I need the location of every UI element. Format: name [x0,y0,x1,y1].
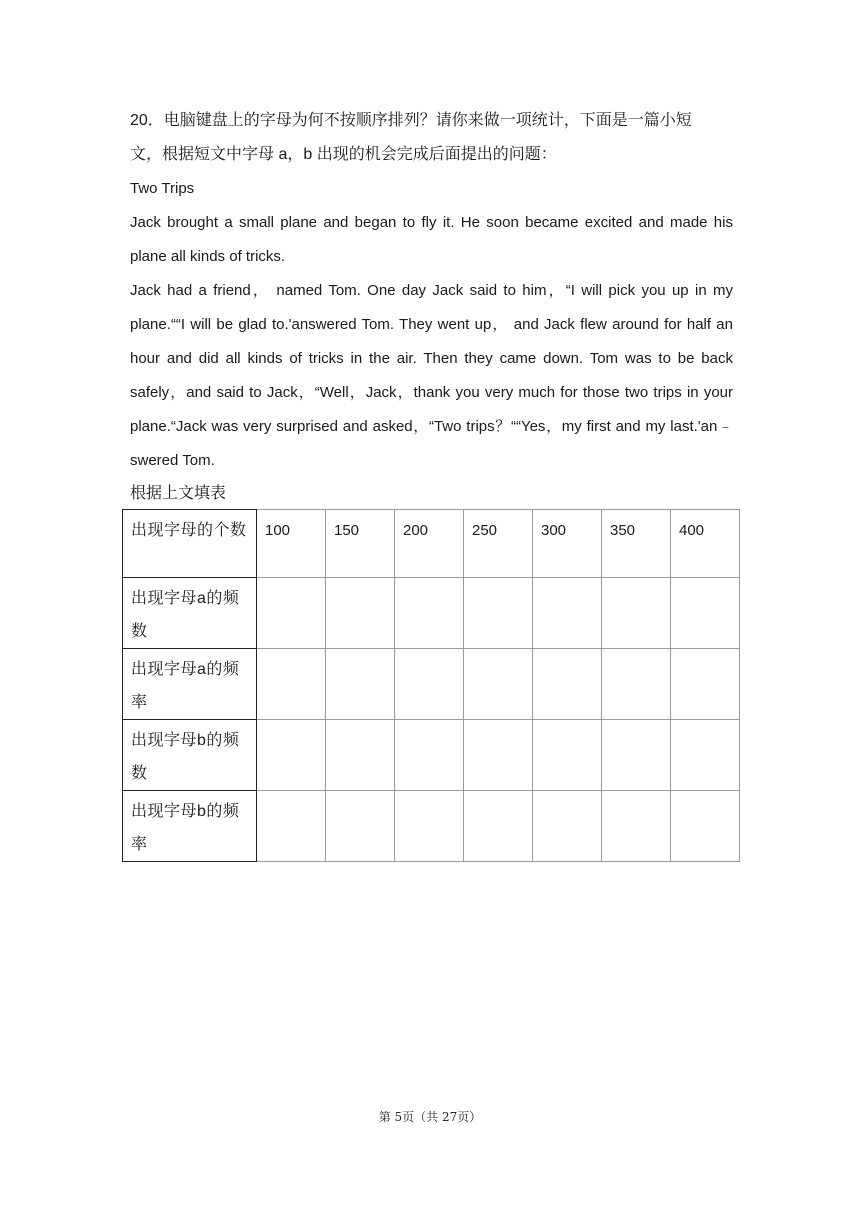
question-line-2: 文，根据短文中字母 a，b 出现的机会完成后面提出的问题： [130,146,557,163]
table-cell [533,649,602,720]
table-row [123,649,740,720]
table-cell [533,791,602,862]
table-cell [326,578,395,649]
table-cell [602,791,671,862]
row-header: 出现字母b的频数 [123,720,257,791]
table-cell [257,578,326,649]
story-title: Two Trips [130,180,195,197]
table-cell [533,720,602,791]
question-block [130,104,733,478]
table-cell [602,649,671,720]
table-cell [395,578,464,649]
row-header: 出现字母a的频率 [123,649,257,720]
table-cell: 350 [602,510,671,578]
table-cell [326,649,395,720]
story-paragraph-1: Jack brought a small plane and began to fly it. He soon became excited and made his plane all kinds of tricks. [130,214,733,265]
table-cell: 200 [395,510,464,578]
table-row [123,578,740,649]
table-cell [326,720,395,791]
table-cell [602,720,671,791]
frequency-table [122,509,740,862]
table-cell [257,791,326,862]
table-cell [533,578,602,649]
table-cell [671,578,740,649]
table-cell [464,791,533,862]
question-line-1: 20．电脑键盘上的字母为何不按顺序排列？请你来做一项统计，下面是一篇小短 [130,112,692,129]
table-cell [671,791,740,862]
table-cell [464,720,533,791]
row-header: 出现字母a的频数 [123,578,257,649]
table-cell [257,720,326,791]
page-number: 第 5页（共 27页） [378,1110,482,1124]
table-cell: 150 [326,510,395,578]
row-header: 出现字母的个数 [123,510,257,578]
table-cell: 100 [257,510,326,578]
table-cell [671,720,740,791]
table-cell [326,791,395,862]
table-cell [257,649,326,720]
table-cell: 250 [464,510,533,578]
story-paragraph-2: Jack had a friend， named Tom. One day Jack said to him，“I will pick you up in my plane.““I will be glad to.'answered Tom. They went up， and Jack flew around for half an hour and did all kinds of tricks in the air. Then they came down. Tom was to be back safely，and said to Jack，“Well，Jack，thank you very much for those two trips in your plane.“Jack was very surprised and asked，“Two trips？““Yes，my first and my last.'an﹣swered Tom. [130,282,733,469]
table-row [123,510,740,578]
table-row [123,720,740,791]
table-caption: 根据上文填表 [130,485,227,502]
table-cell [395,791,464,862]
row-header: 出现字母b的频率 [123,791,257,862]
table-cell [395,720,464,791]
table-cell: 300 [533,510,602,578]
table-cell [464,578,533,649]
table-cell [602,578,671,649]
table-cell [464,649,533,720]
table-cell [671,649,740,720]
table-cell: 400 [671,510,740,578]
table-cell [395,649,464,720]
table-row [123,791,740,862]
